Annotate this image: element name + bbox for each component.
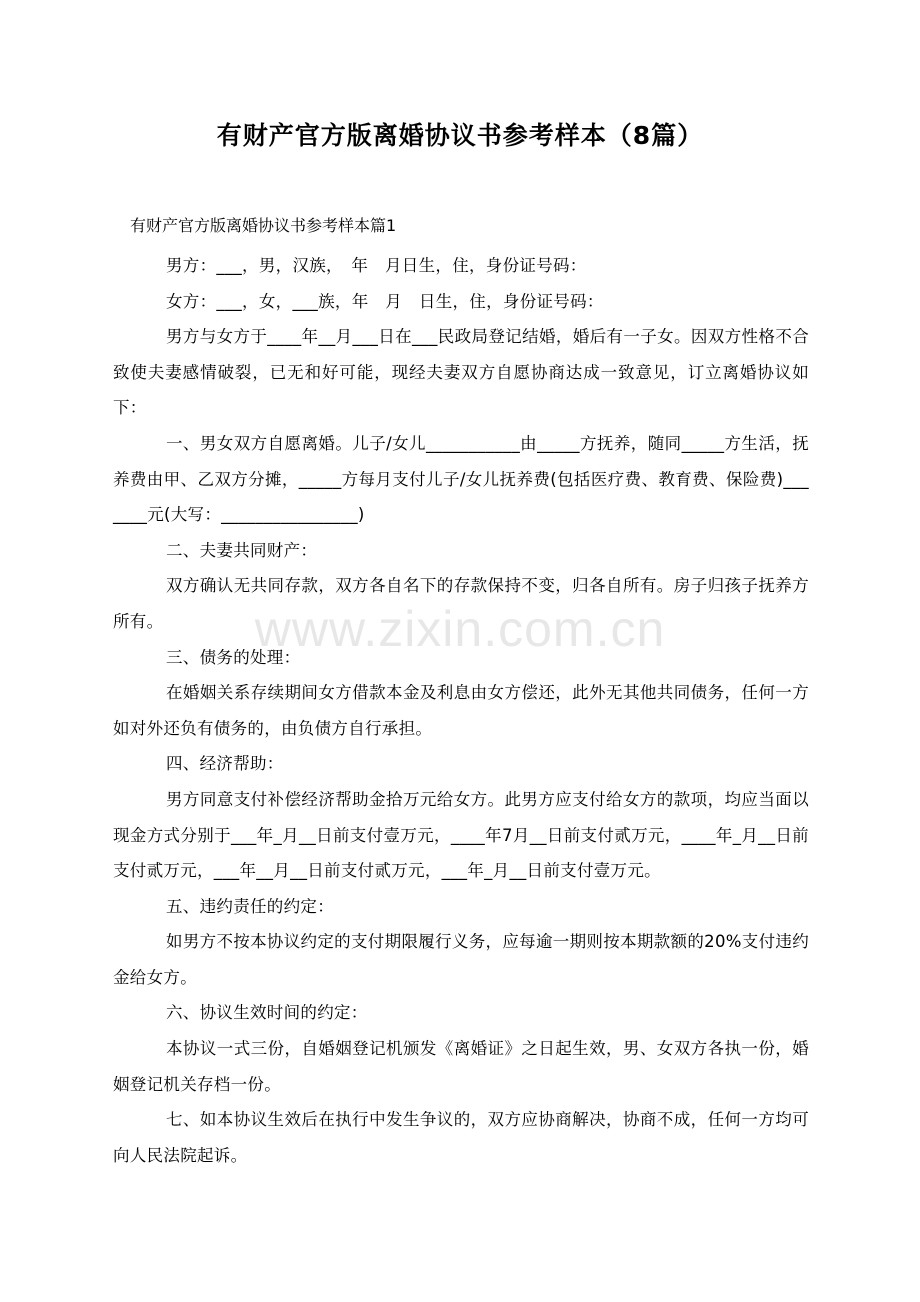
paragraph-clause-6: 本协议一式三份，自婚姻登记机颁发《离婚证》之日起生效，男、女双方各执一份，婚姻登记机关存档一份。 [113, 1039, 809, 1094]
heading-clause-2: 二、夫妻共同财产： [166, 540, 318, 560]
paragraph-clause-7: 七、如本协议生效后在执行中发生争议的，双方应协商解决，协商不成，任何一方均可向人民法院起诉。 [113, 1110, 809, 1165]
document-body [113, 248, 809, 1173]
paragraph-clause-5: 如男方不按本协议约定的支付期限履行义务，应每逾一期则按本期款额的20%支付违约金给女方。 [113, 932, 809, 987]
watermark: www.zixin.com.cn [254, 601, 666, 657]
document-subtitle: 有财产官方版离婚协议书参考样本篇1 [130, 216, 397, 235]
paragraph-male-party: 男方：___，男，汉族， 年 月日生，住，身份证号码： [166, 256, 587, 275]
heading-clause-3: 三、债务的处理： [166, 647, 301, 667]
document-title: 有财产官方版离婚协议书参考样本（8篇） [216, 121, 704, 150]
paragraph-clause-4: 男方同意支付补偿经济帮助金拾万元给女方。此男方应支付给女方的款项，均应当面以现金方式分别于___年_月__日前支付壹万元，____年7月__日前支付贰万元，____年_月__日前支付贰万元，___年__月__日前支付贰万元，___年_月__日前支付壹万元。 [113, 789, 809, 881]
heading-clause-4: 四、经济帮助： [166, 754, 284, 774]
paragraph-clause-1: 一、男女双方自愿离婚。儿子/女儿___________由_____方抚养，随同_____方生活，抚养费由甲、乙双方分摊，_____方每月支付儿子/女儿抚养费(包括医疗费、教育费、保险费)_______元(大写：________________) [113, 433, 809, 525]
paragraph-clause-3: 在婚姻关系存续期间女方借款本金及利息由女方偿还，此外无其他共同债务，任何一方如对外还负有债务的，由负债方自行承担。 [113, 683, 809, 738]
paragraph-preamble: 男方与女方于____年__月___日在___民政局登记结婚，婚后有一子女。因双方性格不合致使夫妻感情破裂，已无和好可能，现经夫妻双方自愿协商达成一致意见，订立离婚协议如下： [113, 327, 809, 418]
paragraph-female-party: 女方：___，女，___族，年 月 日生，住，身份证号码： [166, 291, 604, 311]
heading-clause-5: 五、违约责任的约定： [166, 896, 334, 916]
heading-clause-6: 六、协议生效时间的约定： [166, 1003, 368, 1023]
paragraph-clause-2: 双方确认无共同存款，双方各自名下的存款保持不变，归各自所有。房子归孩子抚养方所有。 [113, 576, 809, 631]
